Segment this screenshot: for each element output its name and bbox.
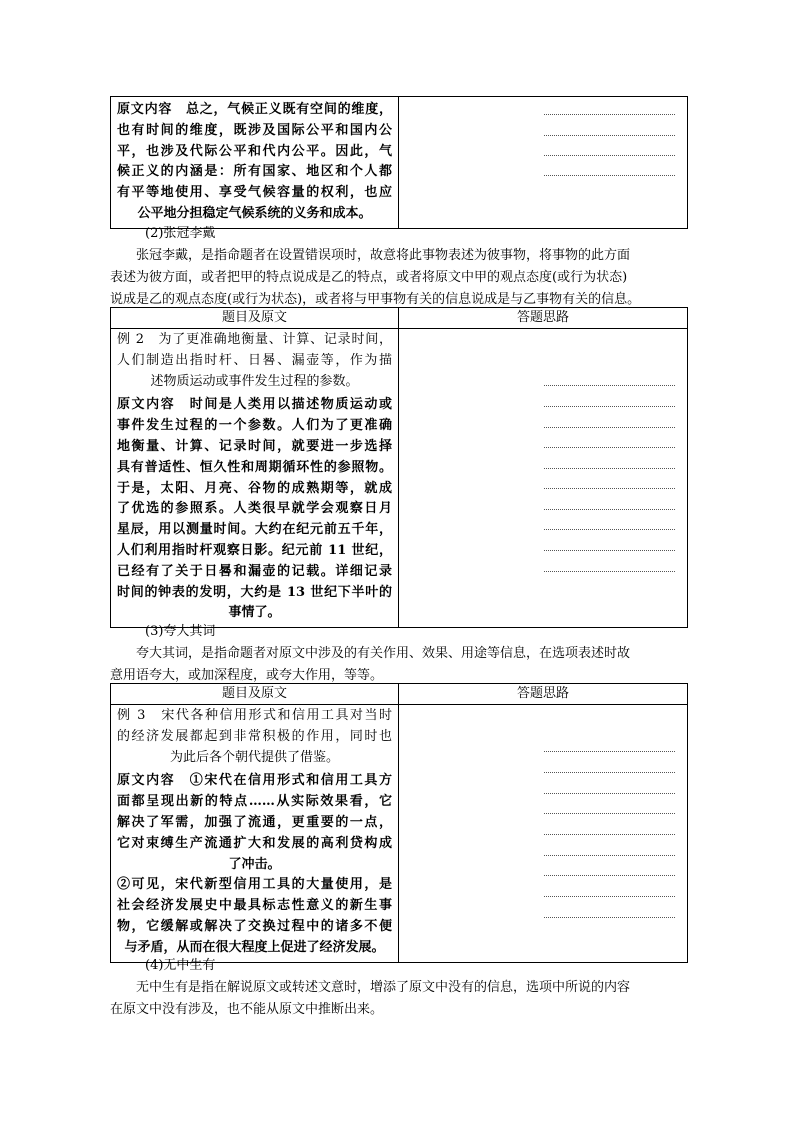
section-paragraph — [110, 643, 685, 687]
text-line: 人们利用指时杆观察日影。纪元前 11 世纪， — [117, 542, 392, 558]
text-line: 时间的钟表的发明，大约是 13 世纪下半叶的 — [117, 584, 392, 600]
answer-cell[interactable] — [399, 97, 688, 229]
text-line: 有平等地使用、享受气候容量的权利，也应 — [117, 185, 392, 201]
example-line: 例 3 宋代各种信用形式和信用工具对当时 — [117, 708, 392, 723]
text-line: 事件发生过程的一个参数。人们为了更准确 — [117, 418, 392, 434]
text-line: 它对束缚生产流通扩大和发展的高利贷构成 — [117, 835, 392, 851]
text-line: 平，也涉及代际公平和代内公平。因此，气 — [117, 143, 392, 159]
text-line: 在原文中没有涉及，也不能从原文中推断出来。 — [110, 1002, 384, 1017]
column-header: 题目及原文 — [111, 684, 399, 705]
text-line: 夸大其词，是指命题者对原文中涉及的有关作用、效果、用途等信息，在选项表述时故 — [136, 646, 631, 661]
answer-cell[interactable] — [399, 705, 688, 963]
text-line: 与矛盾，从而在很大程度上促进了经济发展。 — [124, 939, 385, 955]
text-line: 候正义的内涵是：所有国家、地区和个人都 — [117, 164, 392, 180]
text-line: 了冲击。 — [228, 856, 281, 872]
text-line: 具有普适性、恒久性和周期循环性的参照物。 — [117, 459, 392, 475]
column-header: 答题思路 — [399, 308, 688, 329]
table-row — [111, 329, 688, 628]
text-line: 也有时间的维度，既涉及国际公平和国内公 — [117, 122, 392, 138]
example-line: 为此后各个朝代提供了借鉴。 — [169, 749, 339, 765]
question-cell — [111, 329, 399, 628]
text-line: 面都呈现出新的特点……从实际效果看，它 — [117, 794, 392, 810]
table-header-row — [111, 684, 688, 705]
text-line: 星辰，用以测量时间。大约在纪元前五千年， — [117, 522, 392, 538]
text-line: 原文内容 总之，气候正义既有空间的维度， — [117, 102, 392, 117]
example-line: 人们制造出指时杆、日晷、漏壶等，作为描 — [117, 352, 392, 368]
section-title: (3)夸大其词 — [145, 624, 216, 639]
answer-cell[interactable] — [399, 329, 688, 628]
section-title: (4)无中生有 — [145, 958, 216, 973]
column-header: 题目及原文 — [111, 308, 399, 329]
text-line: 公平地分担稳定气候系统的义务和成本。 — [137, 205, 372, 221]
table-2 — [110, 307, 688, 628]
text-line: 说成是乙的观点态度(或行为状态)，或者将与甲事物有关的信息说成是与乙事物有关的信息。 — [110, 292, 641, 307]
section-paragraph — [110, 245, 685, 311]
text-line: ②可见，宋代新型信用工具的大量使用，是 — [117, 877, 392, 893]
text-line: 无中生有是指在解说原文或转述文意时，增添了原文中没有的信息，选项中所说的内容 — [136, 980, 631, 995]
text-line: 原文内容 ①宋代在信用形式和信用工具方 — [117, 773, 392, 789]
example-line: 的经济发展都起到非常积极的作用，同时也 — [117, 728, 392, 744]
example-line: 述物质运动或事件发生过程的参数。 — [150, 373, 359, 389]
text-line: 原文内容 时间是人类用以描述物质运动或 — [117, 397, 392, 413]
text-line: 表述为彼方面，或者把甲的特点说成是乙的特点，或者将原文中甲的观点态度(或行为状态) — [110, 270, 628, 285]
column-header: 答题思路 — [399, 684, 688, 705]
text-line: 于是，太阳、月亮、谷物的成熟期等，就成 — [117, 480, 392, 496]
table-row — [111, 97, 688, 229]
section-title: (2)张冠李戴 — [145, 226, 216, 241]
section-paragraph — [110, 977, 685, 1021]
text-line: 张冠李戴，是指命题者在设置错误项时，故意将此事物表述为彼事物，将事物的此方面 — [136, 248, 631, 263]
text-line: 社会经济发展史中最具标志性意义的新生事 — [117, 898, 392, 914]
table-header-row — [111, 308, 688, 329]
table-1 — [110, 96, 688, 229]
text-line: 解决了军需，加强了流通，更重要的一点， — [117, 814, 392, 830]
text-line: 地衡量、计算、记录时间，就要进一步选择 — [117, 438, 392, 454]
section-2 — [110, 223, 685, 311]
table-3 — [110, 683, 688, 963]
text-line: 已经有了关于日晷和漏壶的记载。详细记录 — [117, 563, 392, 579]
source-text-cell — [111, 97, 399, 229]
text-line: 事情了。 — [228, 605, 281, 621]
text-line: 物，它缓解或解决了交换过程中的诸多不便 — [117, 918, 392, 934]
section-3 — [110, 621, 685, 687]
text-line: 意用语夸大，或加深程度，或夸大作用，等等。 — [110, 668, 384, 683]
section-4 — [110, 955, 685, 1021]
table-row — [111, 705, 688, 963]
example-line: 例 2 为了更准确地衡量、计算、记录时间， — [117, 332, 392, 347]
text-line: 了优选的参照系。人类很早就学会观察日月 — [117, 501, 392, 517]
question-cell — [111, 705, 399, 963]
